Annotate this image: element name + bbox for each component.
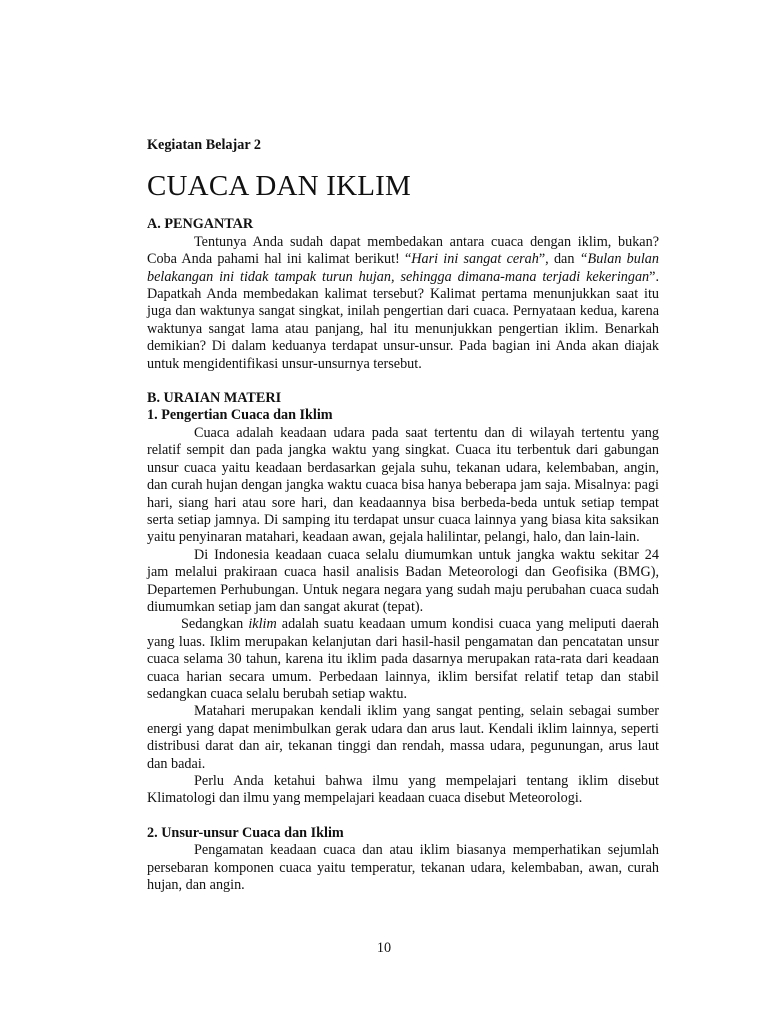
section-a-heading: A. PENGANTAR	[147, 216, 254, 233]
quote-sentence-2: “Bulan bulan belakangan ini tidak tampak turun hujan, sehingga dimana-mana terjadi kekeringan	[147, 251, 659, 285]
climatology-paragraph: Perlu Anda ketahui bahwa ilmu yang mempelajari tentang iklim disebut Klimatologi dan ilmu yang mempelajari keadaan cuaca disebut Meteorologi.	[147, 773, 659, 807]
intro-text-1: Tentunya Anda sudah dapat membedakan antara cuaca dengan iklim, bukan? Coba Anda pahami hal ini kalimat berikut! “	[147, 233, 659, 268]
weather-definition-paragraph: Cuaca adalah keadaan udara pada saat tertentu dan di wilayah tertentu yang relatif sempit dan pada jangka waktu yang singkat. Cuaca itu terbentuk dari gabungan unsur cuaca yaitu keadaan berdasarkan gejala suhu, tekanan udara, kelembaban, angin, dan curah hujan dengan jangka waktu cuaca bisa hanya beberapa jam saja. Misalnya: pagi hari, siang hari atau sore hari, dan keadaannya bisa berbeda-beda untuk setiap tempat serta setiap jamnya. Di samping itu terdapat unsur cuaca lainnya yang biasa kita saksikan yaitu penyinaran matahari, keadaan awan, gejala halilintar, pelangi, halo, dan lain-lain.	[147, 424, 659, 546]
spacer	[147, 808, 659, 825]
intro-text-3: ”. Dapatkah Anda membedakan kalimat tersebut? Kalimat pertama menunjukkan saat itu juga dan waktunya sangat singkat, inilah pengertian dari cuaca. Pernyataan kedua, karena waktunya sangat lama atau panjang, hal itu menunjukkan pengertian iklim. Benarkah demikian? Di dalam keduanya terdapat unsur-unsur. Pada bagian ini Anda akan diajak untuk mengidentifikasi unsur-unsurnya tersebut.	[147, 268, 659, 372]
indonesia-forecast-paragraph: Di Indonesia keadaan cuaca selalu diumumkan untuk jangka waktu sekitar 24 jam melalui prakiraan cuaca hasil analisis Badan Meteorologi dan Geofisika (BMG), Departemen Perhubungan. Untuk negara negara yang sudah maju perubahan cuaca sudah diumumkan setiap jam dan sangat akurat (tepat).	[147, 546, 659, 615]
climate-control-paragraph: Matahari merupakan kendali iklim yang sangat penting, selain sebagai sumber energi yang dapat menimbulkan gerak udara dan arus laut. Kendali iklim lainnya, seperti distribusi darat dan air, tekanan tinggi dan rendah, massa udara, pegunungan, arus laut dan badai.	[147, 703, 659, 772]
climate-term: iklim	[248, 616, 277, 633]
subsection-2-heading: 2. Unsur-unsur Cuaca dan Iklim	[147, 824, 344, 841]
climate-definition-paragraph	[147, 616, 659, 703]
climate-text-1: Sedangkan	[181, 616, 249, 633]
page-content	[147, 137, 659, 894]
intro-paragraph	[147, 234, 659, 373]
climate-text-2: adalah suatu keadaan umum kondisi cuaca yang meliputi daerah yang luas. Iklim merupakan kelanjutan dari hasil-hasil pengamatan dan pencatatan unsur cuaca selama 30 tahun, karena itu iklim pada dasarnya merupakan rata-rata dari keadaan cuaca harian secara umum. Perbedaan lainnya, iklim bersifat relatif tetap dan stabil sedangkan cuaca selalu berubah setiap waktu.	[147, 616, 659, 702]
page-title: CUACA DAN IKLIM	[147, 170, 411, 203]
section-b-heading: B. URAIAN MATERI	[147, 390, 282, 407]
activity-label: Kegiatan Belajar 2	[147, 137, 262, 153]
page-number: 10	[376, 940, 392, 956]
weather-elements-paragraph: Pengamatan keadaan cuaca dan atau iklim biasanya memperhatikan sejumlah persebaran komponen cuaca yaitu temperatur, tekanan udara, kelembaban, awan, curah hujan, dan angin.	[147, 842, 659, 894]
quote-sentence-1: Hari ini sangat cerah	[411, 251, 539, 268]
subsection-1-heading: 1. Pengertian Cuaca dan Iklim	[147, 407, 333, 424]
intro-text-2: ”, dan	[538, 251, 580, 268]
spacer	[147, 373, 659, 390]
